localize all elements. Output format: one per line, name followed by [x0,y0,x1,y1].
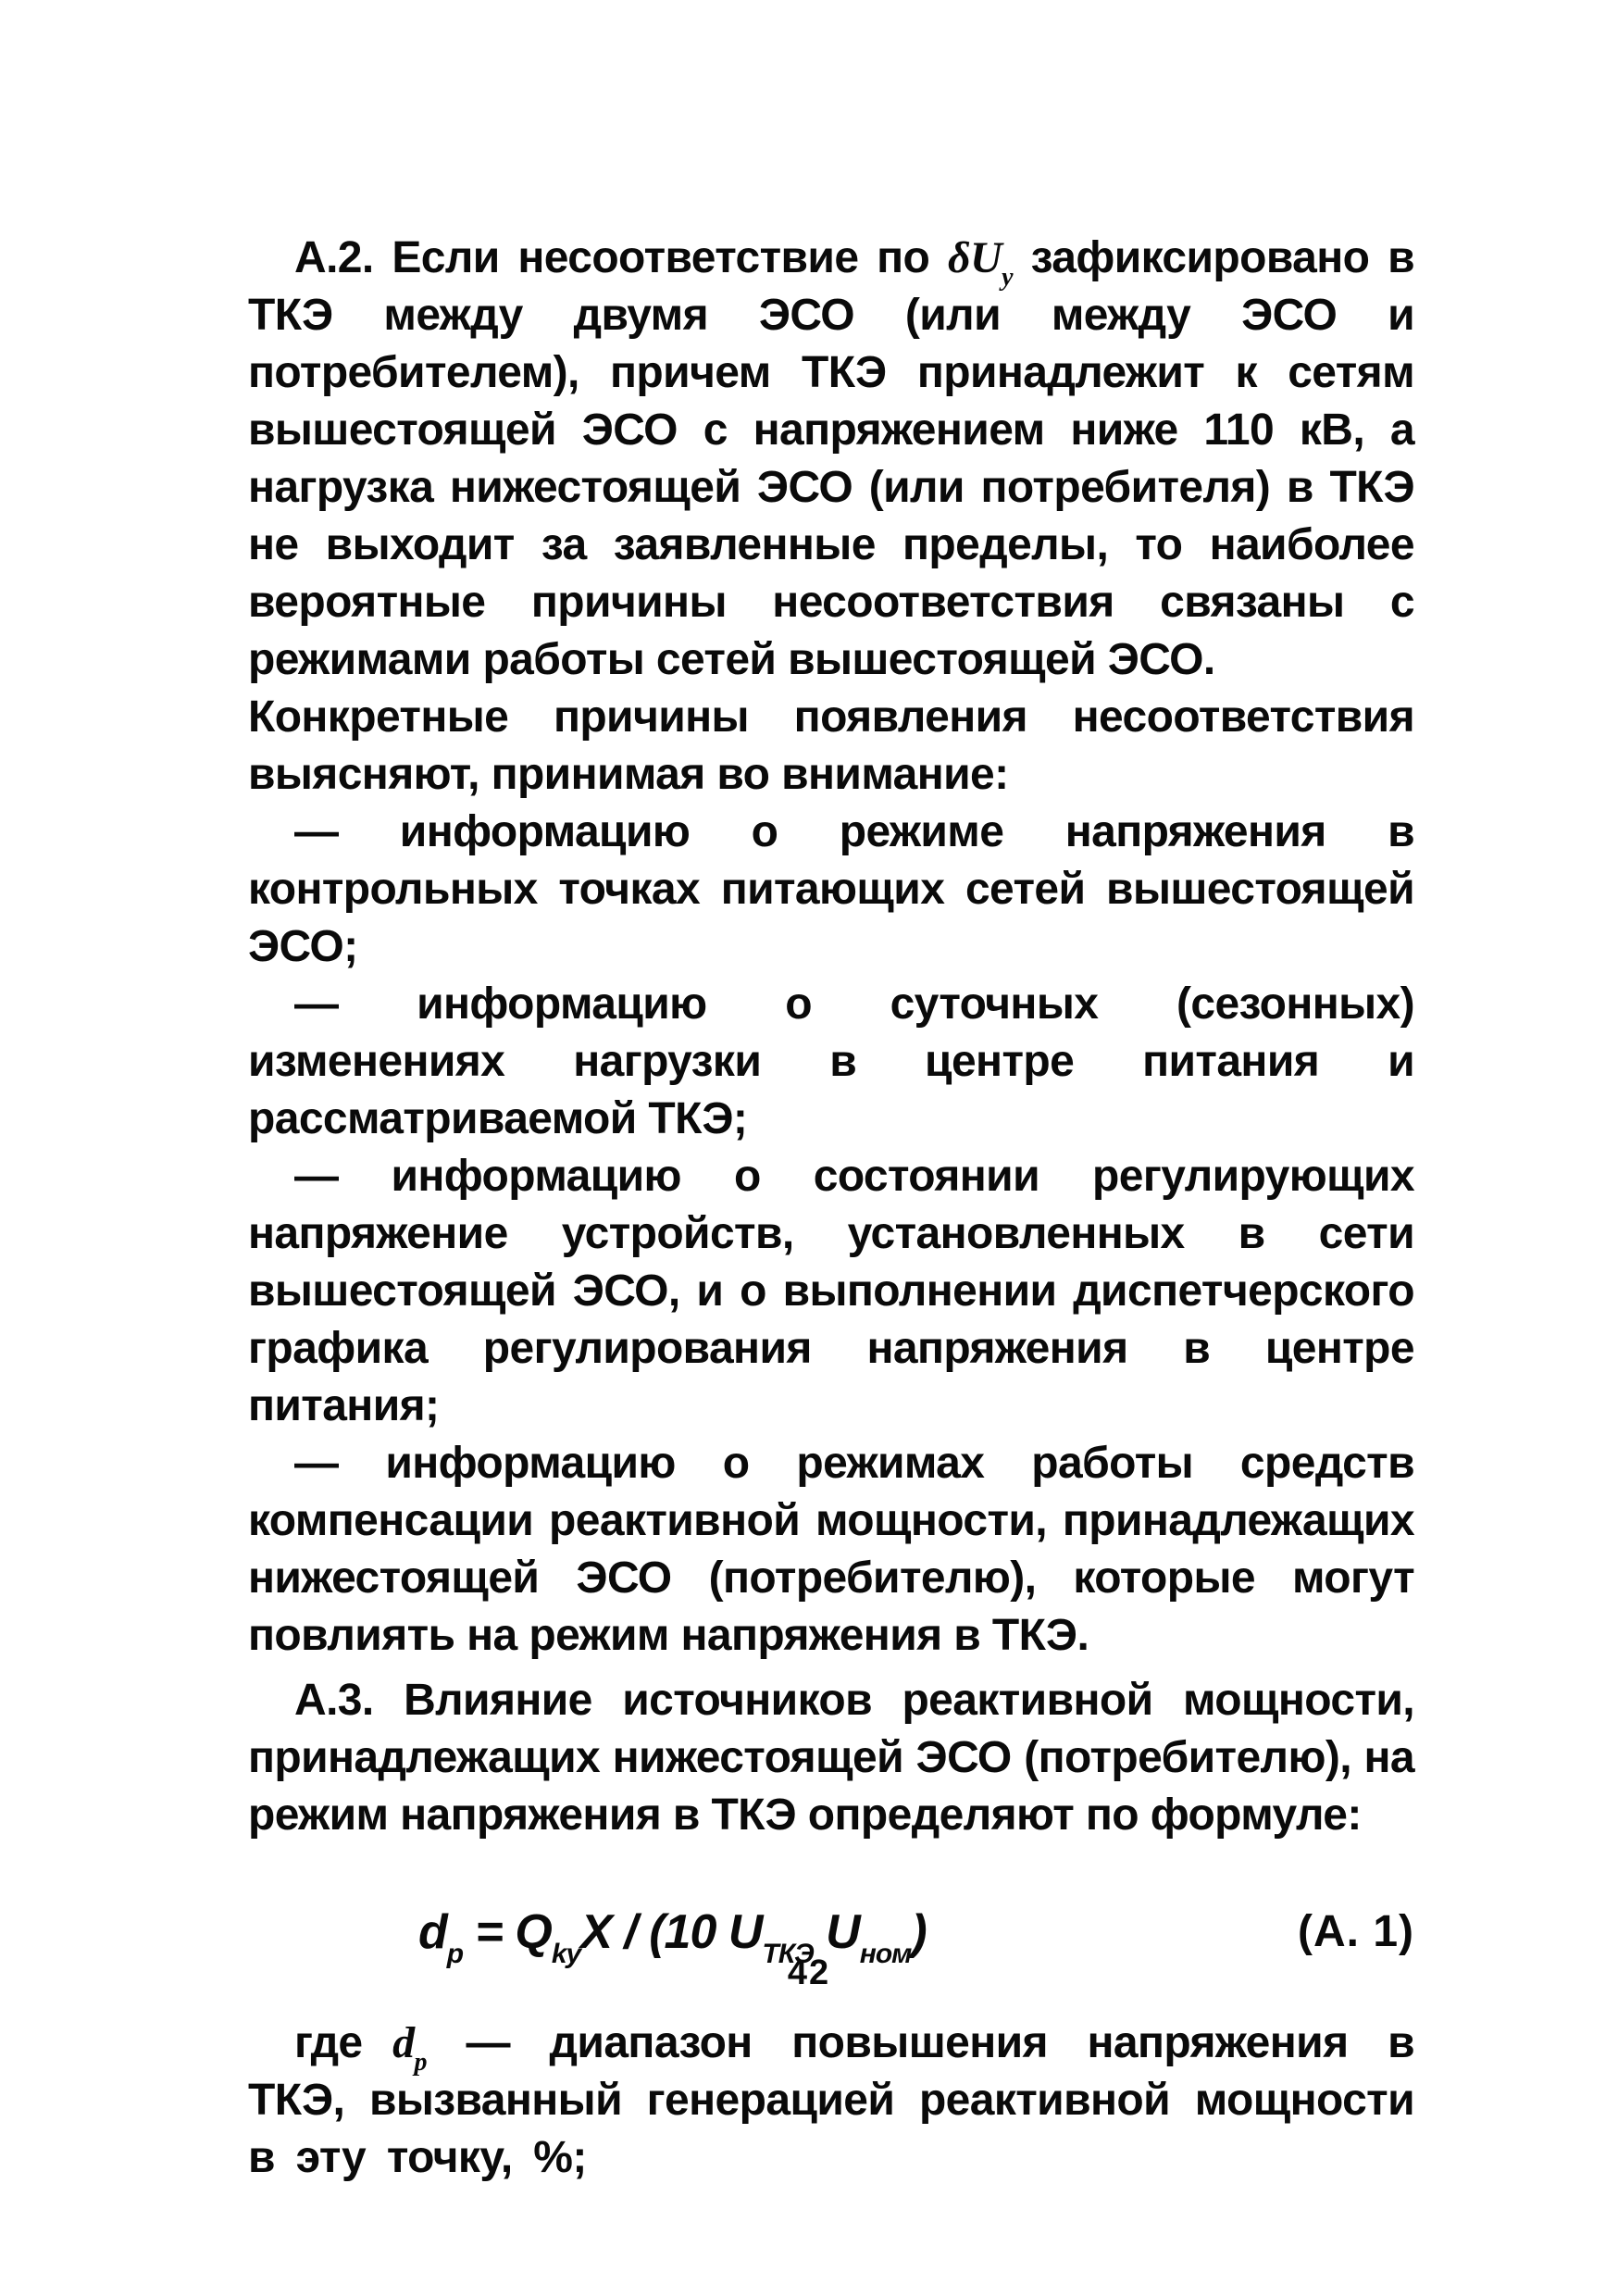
bullet-item-4: — информацию о режимах работы средств компенсации реактивной мощности, принадлежащих нижестоящей ЭСО (потребителю), которые могут повлиять на режим напряжения в ТКЭ. [248,1439,1414,1660]
bullet-item-3: — информацию о состоянии регулирующих напряжение устройств, установленных в сети вышестоящей ЭСО, и о выполнении диспетчерского графика регулирования напряжения в центре питания; [248,1152,1414,1430]
paragraph-a2-lead: А.2. Если несоответствие по [294,233,948,282]
formula-q-subscript: ky [551,1939,581,1969]
u-symbol [969,233,1013,292]
where-definition: — диапазон повышения напряжения в ТКЭ, вызванный генерацией реактивной мощности в эту точку, %; [248,2018,1414,2182]
formula-u1-subscript: ТКЭ [762,1939,814,1969]
u-symbol-letter: U [969,233,1002,282]
paragraph-a2 [248,230,1414,689]
delta-symbol: δ [947,233,970,282]
formula-eq-q: = Q [463,1905,552,1959]
paragraph-a3: А.3. Влияние источников реактивной мощности, принадлежащих нижестоящей ЭСО (потребителю), на режим напряжения в ТКЭ определяют по формуле: [248,1676,1414,1840]
formula-number: (А. 1) [1298,1907,1414,1956]
paragraph-intro: Конкретные причины появления несоответствия выясняют, принимая во внимание: [248,693,1414,799]
where-d-subscript: p [414,2048,427,2077]
where-d: d [392,2018,415,2067]
bullet-item-2: — информацию о суточных (сезонных) изменениях нагрузки в центре питания и рассматриваемой ТКЭ; [248,980,1414,1143]
formula-u2-subscript: ном [859,1939,912,1969]
where-prefix: где [294,2018,393,2067]
formula-close: ) [911,1905,927,1959]
bullet-item-1: — информацию о режиме напряжения в контрольных точках питающих сетей вышестоящей ЭСО; [248,807,1414,971]
formula-d-subscript: p [446,1939,464,1969]
formula-u2: U [813,1905,860,1959]
paragraph-a2-body: зафиксировано в ТКЭ между двумя ЭСО (или между ЭСО и потребителем), причем ТКЭ принадлежит к сетям вышестоящей ЭСО с напряжением ниже 110 кВ, а нагрузка нижестоящей ЭСО (или потребителя) в ТКЭ не выходит за заявленные пределы, то наиболее вероятные причины несоответствия связаны с режимами работы сетей вышестоящей ЭСО. [248,233,1414,684]
page-number: 42 [787,1953,831,1992]
formula-a1 [418,1903,927,1969]
paragraph-where [248,2015,1414,2187]
formula-d: d [418,1905,447,1959]
u-symbol-subscript: y [1002,263,1013,292]
page-body [248,230,1414,2231]
formula-mid: X / (10 U [580,1905,763,1959]
